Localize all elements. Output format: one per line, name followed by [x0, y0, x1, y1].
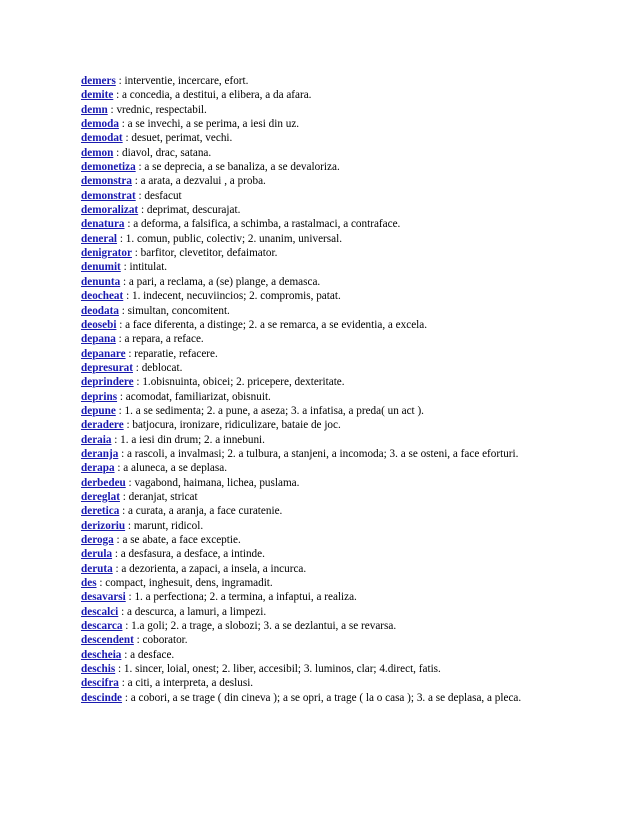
entry-definition: vagabond, haimana, lichea, puslama.: [134, 476, 300, 489]
dictionary-entry: [81, 404, 556, 418]
dictionary-entry: [81, 504, 556, 518]
entry-definition: a face diferenta, a distinge; 2. a se remarca, a se evidentia, a excela.: [125, 318, 428, 331]
entry-separator: :: [135, 161, 145, 174]
entry-term-link[interactable]: deneral: [81, 232, 118, 245]
entry-term-link[interactable]: descifra: [81, 677, 119, 690]
dictionary-entry: [81, 318, 556, 332]
entry-separator: :: [111, 433, 121, 446]
dictionary-entry: [81, 648, 556, 662]
dictionary-entry: [81, 117, 556, 131]
entry-definition: acomodat, familiarizat, obisnuit.: [125, 390, 271, 403]
dictionary-entry: [81, 433, 556, 447]
entry-definition: a se deprecia, a se banaliza, a se devaloriza.: [144, 161, 340, 174]
entry-separator: :: [115, 663, 124, 676]
entry-definition: 1. a iesi din drum; 2. a innebuni.: [120, 433, 265, 446]
dictionary-entry: [81, 519, 556, 533]
entry-term-link[interactable]: deruta: [81, 562, 113, 575]
entry-definition: a descurca, a lamuri, a limpezi.: [127, 605, 267, 618]
entry-definition: a arata, a dezvalui , a proba.: [140, 175, 266, 188]
entry-term-link[interactable]: demoda: [81, 118, 119, 131]
entry-term-link[interactable]: deodata: [81, 304, 119, 317]
entry-separator: :: [115, 404, 125, 417]
entry-definition: 1. comun, public, colectiv; 2. unanim, universal.: [125, 232, 342, 245]
entry-definition: a deforma, a falsifica, a schimba, a rastalmaci, a contraface.: [133, 218, 401, 231]
entry-definition: simultan, concomitent.: [127, 304, 230, 317]
entry-definition: a dezorienta, a zapaci, a insela, a incurca.: [121, 562, 307, 575]
entry-separator: :: [107, 103, 117, 116]
entry-separator: :: [122, 132, 132, 145]
entry-separator: :: [119, 490, 129, 503]
entry-term-link[interactable]: derbedeu: [81, 476, 126, 489]
entry-separator: :: [138, 204, 147, 217]
dictionary-entry: [81, 662, 556, 676]
entry-separator: :: [120, 275, 129, 288]
entry-separator: :: [125, 476, 135, 489]
entry-term-link[interactable]: demers: [81, 75, 116, 87]
dictionary-entry: [81, 103, 556, 117]
entry-term-link[interactable]: demon: [81, 146, 114, 159]
entry-definition: a aluneca, a se deplasa.: [123, 462, 228, 475]
entry-separator: :: [125, 519, 134, 532]
entry-separator: :: [122, 620, 132, 633]
entry-separator: :: [131, 175, 141, 188]
dictionary-entry: [81, 189, 556, 203]
entry-definition: 1.a goli; 2. a trage, a slobozi; 3. a se dezlantui, a se revarsa.: [131, 620, 397, 633]
dictionary-entry: [81, 476, 556, 490]
entry-definition: vrednic, respectabil.: [116, 103, 207, 116]
dictionary-entry: [81, 88, 556, 102]
entry-definition: a rascoli, a invalmasi; 2. a tulbura, a stanjeni, a incomoda; 3. a se osteni, a face eforturi.: [127, 447, 519, 460]
entry-separator: :: [117, 232, 126, 245]
entry-separator: :: [123, 290, 132, 303]
entry-definition: batjocura, ironizare, ridiculizare, bataie de joc.: [132, 419, 341, 432]
entry-separator: :: [120, 261, 130, 274]
entry-definition: deranjat, stricat: [128, 490, 198, 503]
entry-separator: :: [117, 390, 126, 403]
entry-separator: :: [125, 347, 135, 360]
entry-term-link[interactable]: deocheat: [81, 290, 124, 303]
entry-definition: desuet, perimat, vechi.: [131, 132, 233, 145]
dictionary-entry: [81, 74, 556, 88]
entry-term-link[interactable]: derapa: [81, 462, 115, 475]
entry-definition: 1. a se sedimenta; 2. a pune, a aseza; 3. a infatisa, a preda( un act ).: [124, 404, 424, 417]
entry-separator: :: [112, 562, 122, 575]
dictionary-entry: [81, 461, 556, 475]
dictionary-entry: [81, 490, 556, 504]
entry-separator: :: [115, 75, 125, 87]
entry-term-link[interactable]: descarca: [81, 620, 123, 633]
entry-definition: 1. indecent, necuviincios; 2. compromis, patat.: [131, 290, 341, 303]
entry-separator: :: [113, 146, 123, 159]
entry-term-link[interactable]: demn: [81, 103, 108, 116]
entry-separator: :: [133, 376, 143, 389]
entry-definition: compact, inghesuit, dens, ingramadit.: [105, 577, 273, 590]
entry-definition: a se abate, a face exceptie.: [122, 534, 241, 546]
dictionary-entry: [81, 160, 556, 174]
entry-separator: :: [125, 591, 135, 604]
entry-term-link[interactable]: depune: [81, 404, 116, 417]
dictionary-page: [81, 74, 556, 705]
entry-definition: interventie, incercare, efort.: [124, 75, 249, 87]
entry-definition: marunt, ridicol.: [133, 519, 204, 532]
entry-definition: a desface.: [130, 648, 175, 661]
entry-definition: a desfasura, a desface, a intinde.: [120, 548, 265, 561]
dictionary-entry: [81, 304, 556, 318]
entry-definition: a curata, a aranja, a face curatenie.: [128, 505, 283, 518]
entry-definition: deblocat.: [141, 361, 183, 374]
entry-term-link[interactable]: deretica: [81, 505, 120, 518]
entry-term-link[interactable]: dereglat: [81, 490, 120, 503]
entry-definition: desfacut: [144, 189, 182, 202]
entry-separator: :: [133, 634, 143, 647]
dictionary-entry: [81, 590, 556, 604]
entry-term-link[interactable]: demonetiza: [81, 161, 136, 174]
entry-separator: :: [96, 577, 106, 590]
entry-term-link[interactable]: denigrator: [81, 247, 132, 260]
entry-definition: a concedia, a destitui, a elibera, a da afara.: [122, 89, 312, 102]
dictionary-entry: [81, 605, 556, 619]
entry-definition: barfitor, clevetitor, defaimator.: [140, 247, 278, 260]
entry-separator: :: [113, 89, 123, 102]
entry-definition: reparatie, refacere.: [134, 347, 218, 360]
dictionary-entry: [81, 217, 556, 231]
entry-definition: a repara, a reface.: [124, 333, 204, 346]
dictionary-entry: [81, 418, 556, 432]
entry-term-link[interactable]: demonstra: [81, 175, 132, 188]
entry-definition: a citi, a interpreta, a deslusi.: [127, 677, 254, 690]
entry-separator: :: [112, 548, 121, 561]
dictionary-entry: [81, 375, 556, 389]
entry-separator: :: [113, 534, 123, 546]
entry-term-link[interactable]: demoralizat: [81, 204, 139, 217]
entry-term-link[interactable]: depanare: [81, 347, 126, 360]
dictionary-entry: [81, 619, 556, 633]
entry-definition: diavol, drac, satana.: [122, 146, 212, 159]
dictionary-entry: [81, 547, 556, 561]
entry-definition: a cobori, a se trage ( din cineva ); a se opri, a trage ( la o casa ); 3. a se deplasa, a pleca.: [130, 691, 522, 704]
entry-term-link[interactable]: depresurat: [81, 361, 133, 374]
dictionary-entry: [81, 174, 556, 188]
entry-term-link[interactable]: deschis: [81, 663, 116, 676]
entry-term-link[interactable]: des: [81, 577, 97, 590]
entry-separator: :: [135, 189, 145, 202]
entry-term-link[interactable]: desavarsi: [81, 591, 126, 604]
entry-separator: :: [124, 218, 134, 231]
dictionary-entry: [81, 246, 556, 260]
entry-separator: :: [119, 505, 129, 518]
entry-separator: :: [118, 605, 127, 618]
entry-definition: 1.obisnuinta, obicei; 2. pricepere, dexteritate.: [142, 376, 345, 389]
entry-term-link[interactable]: descinde: [81, 691, 123, 704]
entry-definition: 1. sincer, loial, onest; 2. liber, accesibil; 3. luminos, clar; 4.direct, fatis.: [123, 663, 441, 676]
dictionary-entry: [81, 203, 556, 217]
dictionary-entry: [81, 390, 556, 404]
entry-separator: :: [118, 447, 127, 460]
dictionary-entry: [81, 676, 556, 690]
entry-term-link[interactable]: derula: [81, 548, 113, 561]
entry-definition: intitulat.: [129, 261, 168, 274]
entry-separator: :: [131, 247, 141, 260]
dictionary-entry: [81, 447, 556, 461]
entry-separator: :: [118, 304, 128, 317]
entry-term-link[interactable]: depana: [81, 333, 116, 346]
entry-separator: :: [118, 118, 128, 131]
entry-definition: a se invechi, a se perima, a iesi din uz.: [127, 118, 300, 131]
entry-separator: :: [115, 333, 125, 346]
entry-term-link[interactable]: denatura: [81, 218, 125, 231]
dictionary-entry: [81, 633, 556, 647]
entry-term-link[interactable]: descheia: [81, 648, 122, 661]
dictionary-entry: [81, 347, 556, 361]
entry-separator: :: [123, 419, 133, 432]
dictionary-entry: [81, 146, 556, 160]
entry-term-link[interactable]: demonstrat: [81, 189, 136, 202]
dictionary-entry: [81, 289, 556, 303]
entry-separator: :: [118, 677, 128, 690]
entry-term-link[interactable]: deradere: [81, 419, 124, 432]
entry-term-link[interactable]: deraia: [81, 433, 112, 446]
entry-term-link[interactable]: demite: [81, 89, 114, 102]
dictionary-entry: [81, 533, 556, 547]
entry-separator: :: [133, 361, 142, 374]
entry-separator: :: [122, 691, 131, 704]
dictionary-entry: [81, 576, 556, 590]
entry-term-link[interactable]: derizoriu: [81, 519, 126, 532]
dictionary-entry: [81, 332, 556, 346]
dictionary-entry: [81, 260, 556, 274]
entry-separator: :: [121, 648, 131, 661]
entry-term-link[interactable]: deosebi: [81, 318, 117, 331]
entry-term-link[interactable]: denunta: [81, 275, 121, 288]
dictionary-entry: [81, 131, 556, 145]
entry-term-link[interactable]: demodat: [81, 132, 123, 145]
entry-term-link[interactable]: deranja: [81, 447, 119, 460]
dictionary-entry: [81, 562, 556, 576]
entry-definition: 1. a perfectiona; 2. a termina, a infaptui, a realiza.: [134, 591, 357, 604]
entry-definition: coborator.: [142, 634, 188, 647]
entry-term-link[interactable]: deprindere: [81, 376, 134, 389]
dictionary-entry: [81, 275, 556, 289]
entry-definition: deprimat, descurajat.: [146, 204, 241, 217]
dictionary-entry: [81, 232, 556, 246]
entry-definition: a pari, a reclama, a (se) plange, a demasca.: [128, 275, 321, 288]
entry-term-link[interactable]: denumit: [81, 261, 121, 274]
entry-separator: :: [116, 318, 126, 331]
entry-term-link[interactable]: descalci: [81, 605, 119, 618]
entry-term-link[interactable]: deroga: [81, 534, 114, 546]
entry-term-link[interactable]: descendent: [81, 634, 134, 647]
dictionary-entry: [81, 361, 556, 375]
entry-term-link[interactable]: deprins: [81, 390, 118, 403]
entry-separator: :: [114, 462, 124, 475]
dictionary-entry: [81, 691, 556, 705]
